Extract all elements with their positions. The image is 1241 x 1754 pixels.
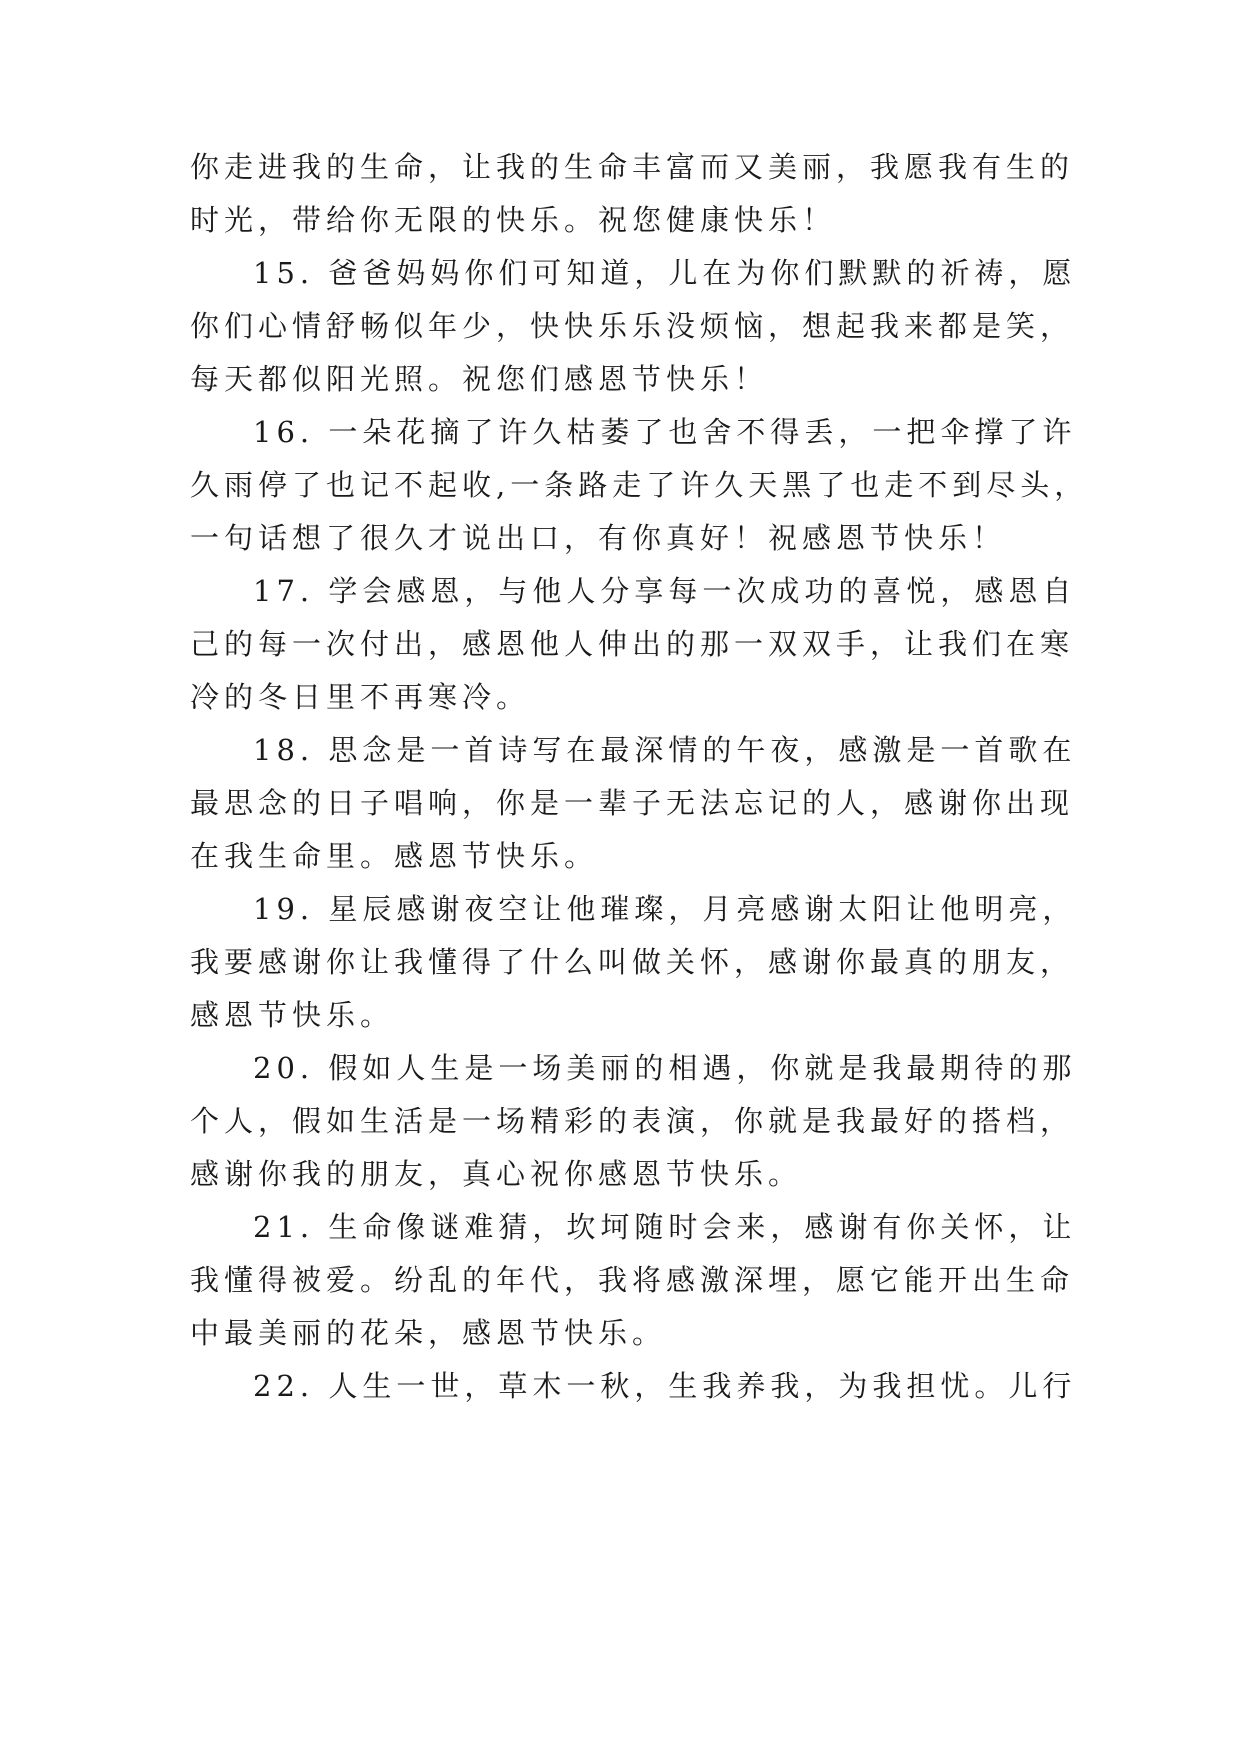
text-line: 你们心情舒畅似年少，快快乐乐没烦恼，想起我来都是笑， xyxy=(190,309,1075,343)
list-item-21-start: 21. 生命像谜难猜，坎坷随时会来，感谢有你关怀，让 xyxy=(253,1210,1077,1244)
text-line: 时光，带给你无限的快乐。祝您健康快乐！ xyxy=(190,203,837,237)
list-item-19-start: 19. 星辰感谢夜空让他璀璨，月亮感谢太阳让他明亮， xyxy=(253,892,1077,926)
text-line: 在我生命里。感恩节快乐。 xyxy=(190,839,599,873)
text-line: 久雨停了也记不起收,一条路走了许久天黑了也走不到尽头， xyxy=(190,468,1089,502)
list-item-15-start: 15. 爸爸妈妈你们可知道，儿在为你们默默的祈祷，愿 xyxy=(253,256,1077,290)
text-line: 感恩节快乐。 xyxy=(190,998,395,1032)
text-line: 你走进我的生命，让我的生命丰富而又美丽，我愿我有生的 xyxy=(190,150,1075,184)
list-item-16-start: 16. 一朵花摘了许久枯萎了也舍不得丢，一把伞撑了许 xyxy=(253,415,1077,449)
list-item-22-start: 22. 人生一世，草木一秋，生我养我，为我担忧。儿行 xyxy=(253,1369,1077,1403)
list-item-17-start: 17. 学会感恩，与他人分享每一次成功的喜悦，感恩自 xyxy=(253,574,1077,608)
list-item-20-start: 20. 假如人生是一场美丽的相遇，你就是我最期待的那 xyxy=(253,1051,1077,1085)
text-line: 每天都似阳光照。祝您们感恩节快乐！ xyxy=(190,362,769,396)
text-line: 冷的冬日里不再寒冷。 xyxy=(190,680,531,714)
text-line: 我要感谢你让我懂得了什么叫做关怀，感谢你最真的朋友， xyxy=(190,945,1075,979)
text-line: 感谢你我的朋友，真心祝你感恩节快乐。 xyxy=(190,1157,803,1191)
text-line: 己的每一次付出，感恩他人伸出的那一双双手，让我们在寒 xyxy=(190,627,1075,661)
text-line: 最思念的日子唱响，你是一辈子无法忘记的人，感谢你出现 xyxy=(190,786,1075,820)
text-line: 个人，假如生活是一场精彩的表演，你就是我最好的搭档， xyxy=(190,1104,1075,1138)
text-line: 一句话想了很久才说出口，有你真好！祝感恩节快乐！ xyxy=(190,521,1007,555)
text-line: 我懂得被爱。纷乱的年代，我将感激深埋，愿它能开出生命 xyxy=(190,1263,1075,1297)
list-item-18-start: 18. 思念是一首诗写在最深情的午夜，感激是一首歌在 xyxy=(253,733,1077,767)
text-line: 中最美丽的花朵，感恩节快乐。 xyxy=(190,1316,667,1350)
